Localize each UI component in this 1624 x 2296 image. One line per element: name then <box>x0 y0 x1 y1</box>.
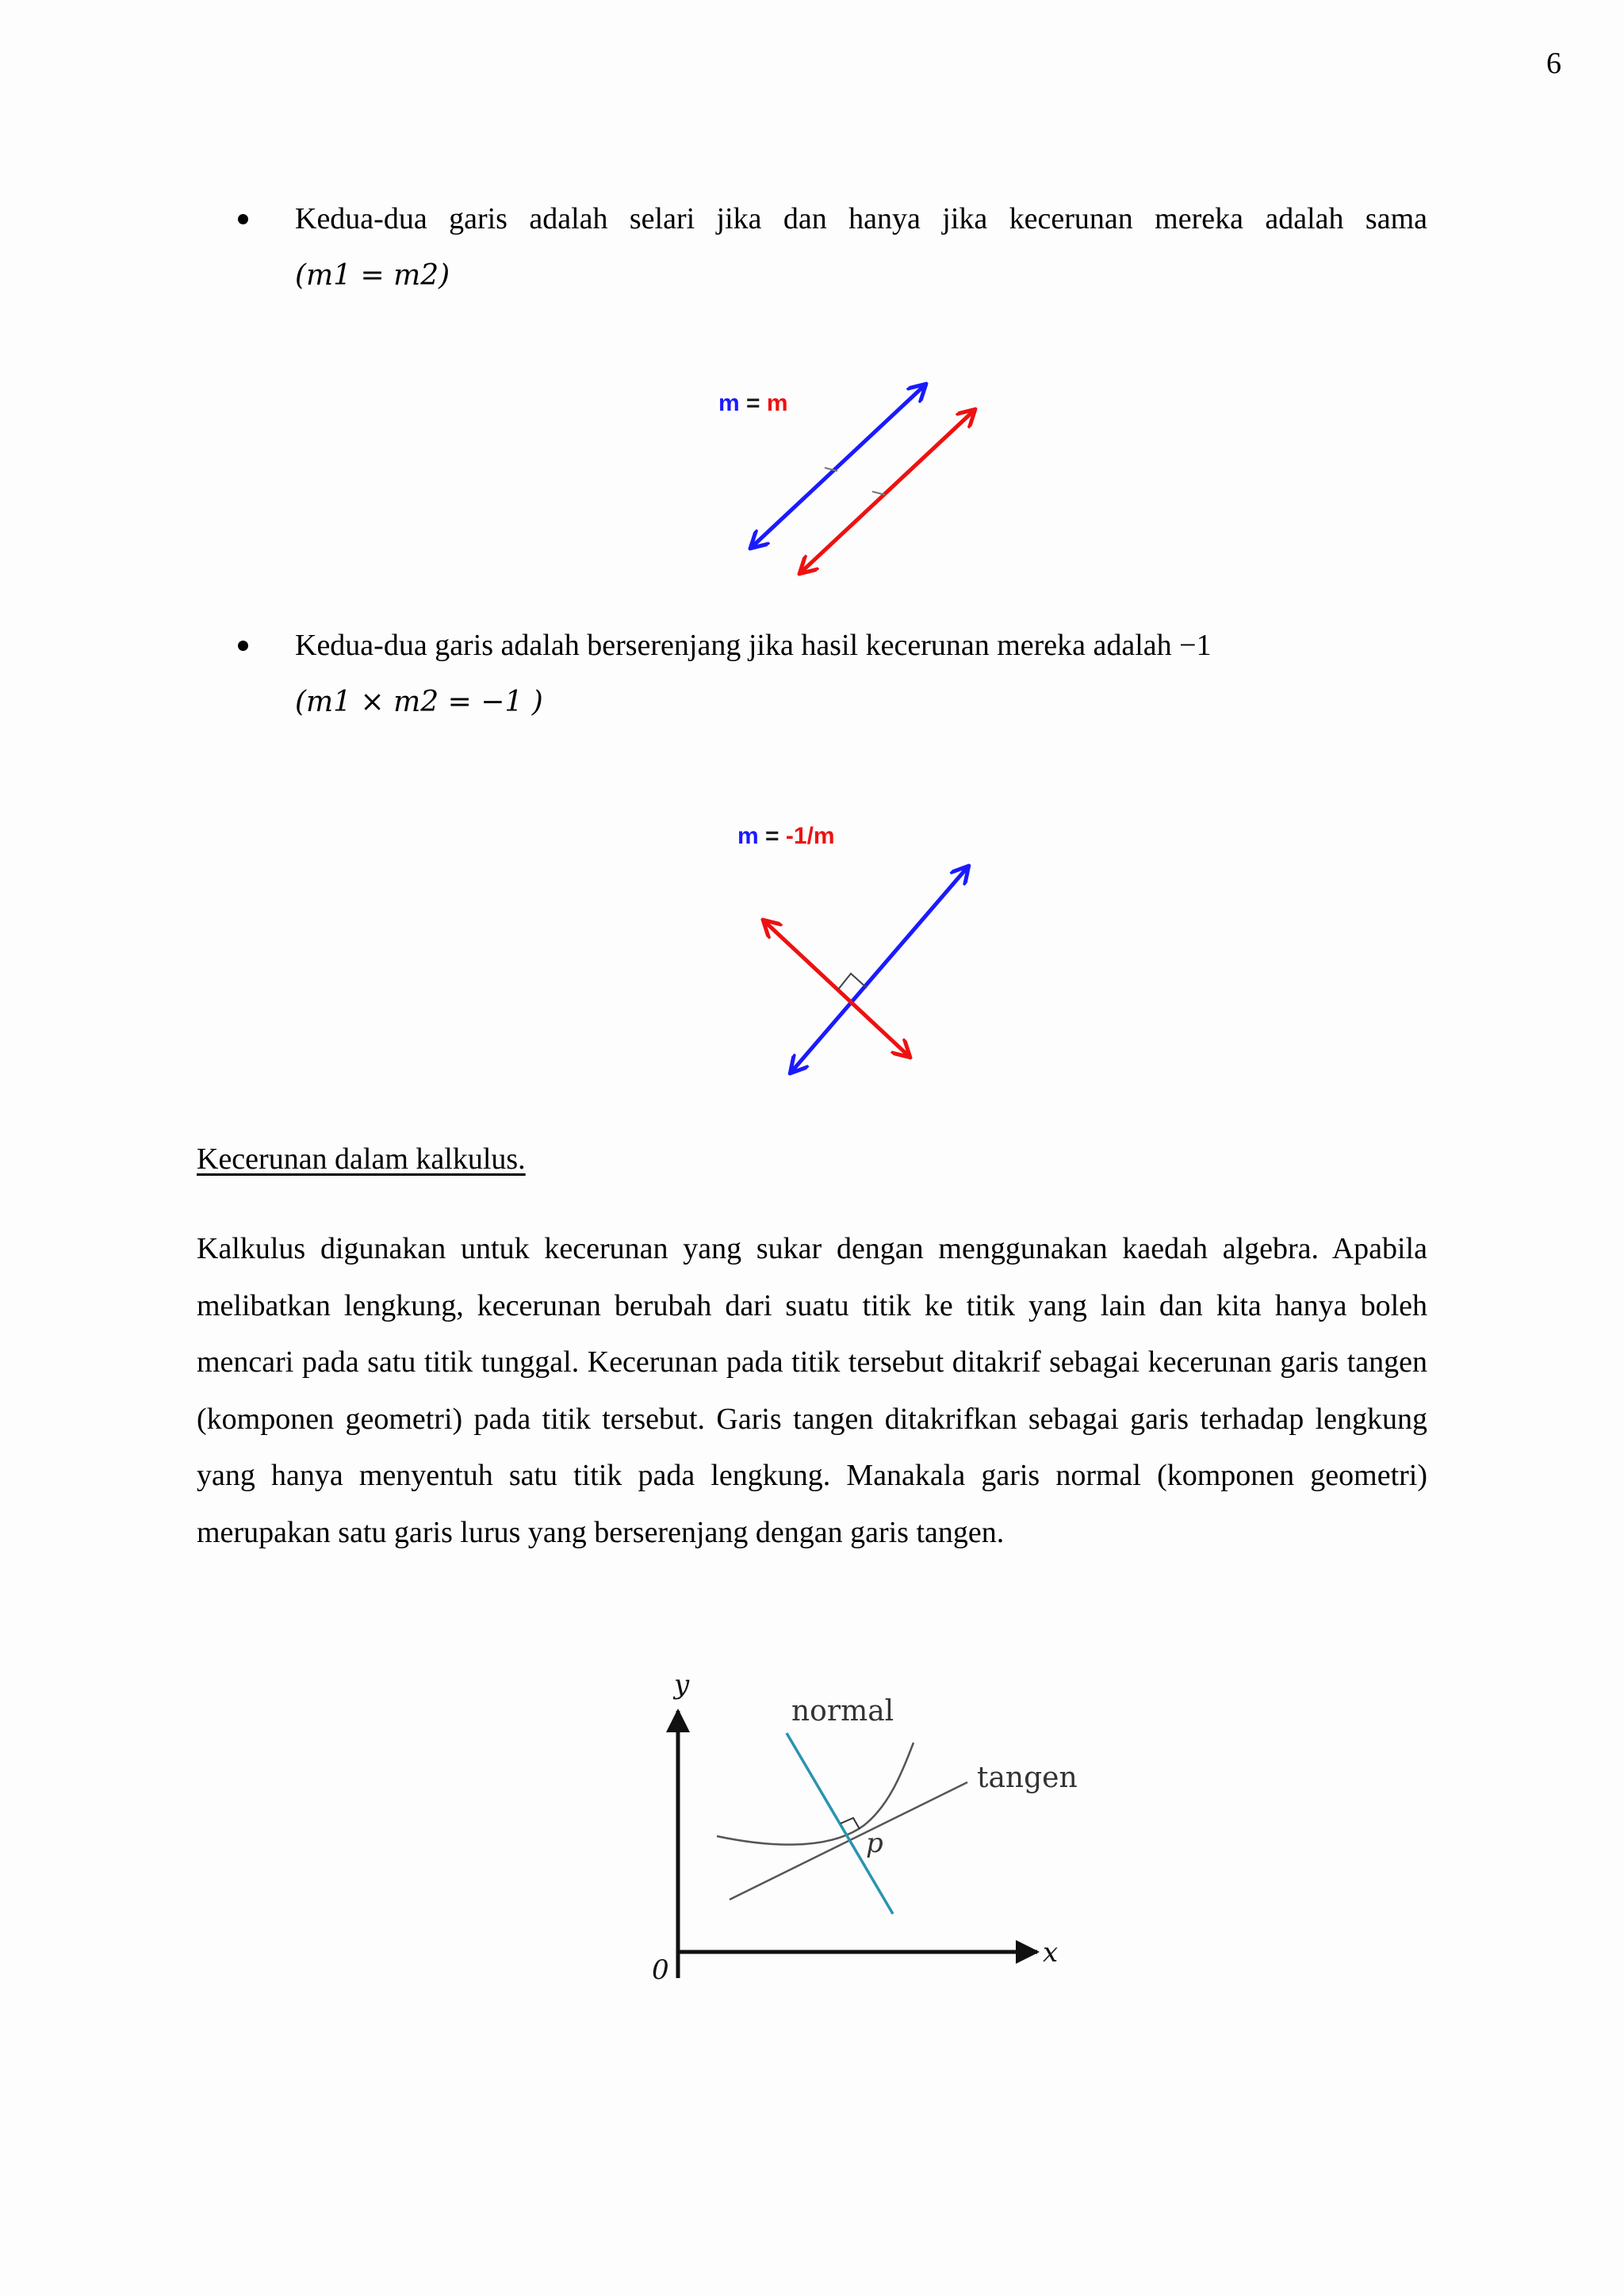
axis-label-y: y <box>674 1669 690 1701</box>
bullet-text: Kedua-dua garis adalah selari jika dan hanya jika kecerunan mereka adalah sama <box>295 202 1427 235</box>
section-heading: Kecerunan dalam kalkulus. <box>197 1142 526 1176</box>
label-m-red: m <box>766 390 788 416</box>
bullet-dot <box>238 214 248 224</box>
label-neg-inverse-m: -1/m <box>785 823 835 849</box>
label-m-blue: m <box>737 823 759 849</box>
curve <box>717 1743 914 1845</box>
label-equals: = <box>758 823 786 849</box>
svg-text:m = -1/m <box>737 823 835 849</box>
label-normal: normal <box>791 1695 894 1728</box>
label-point-p: p <box>866 1827 883 1859</box>
bullet-item-parallel <box>238 190 1427 304</box>
body-paragraph: Kalkulus digunakan untuk kecerunan yang sukar dengan menggunakan kaedah algebra. Apabila melibatkan lengkung, kecerunan berubah dari suatu titik ke titik yang lain dan kita hanya boleh mencari pada satu titik tunggal. Kecerunan pada titik tersebut ditakrif sebagai kecerunan garis tangen (komponen geometri) pada titik tersebut. Garis tangen ditakrifkan sebagai garis terhadap lengkung yang hanya menyentuh satu titik pada lengkung. Manakala garis normal (komponen geometri) merupakan satu garis lurus yang berserenjang dengan garis tangen. <box>197 1232 1427 1549</box>
label-equals: = <box>739 390 767 416</box>
bullet-item-perpendicular <box>238 617 1427 731</box>
red-line <box>764 921 909 1056</box>
bullet-math: (m1 = m2) <box>295 259 450 292</box>
red-parallel-line <box>801 411 974 572</box>
figure-tangent-normal <box>634 1665 1078 1998</box>
label-tangen: tangen <box>977 1762 1078 1794</box>
origin-label: 0 <box>652 1954 669 1986</box>
figure-perpendicular-lines <box>714 801 1015 1094</box>
bullet-dot <box>238 641 248 651</box>
normal-line <box>787 1733 893 1914</box>
label-m-blue: m <box>718 390 740 416</box>
svg-text:m = m <box>718 390 788 416</box>
axis-label-x: x <box>1043 1937 1059 1969</box>
bullet-text: Kedua-dua garis adalah berserenjang jika hasil kecerunan mereka adalah −1 <box>295 629 1212 662</box>
page-number: 6 <box>1546 47 1561 80</box>
figure-parallel-lines <box>682 317 1047 603</box>
bullet-math: (m1 × m2 = −1 ) <box>295 686 543 718</box>
